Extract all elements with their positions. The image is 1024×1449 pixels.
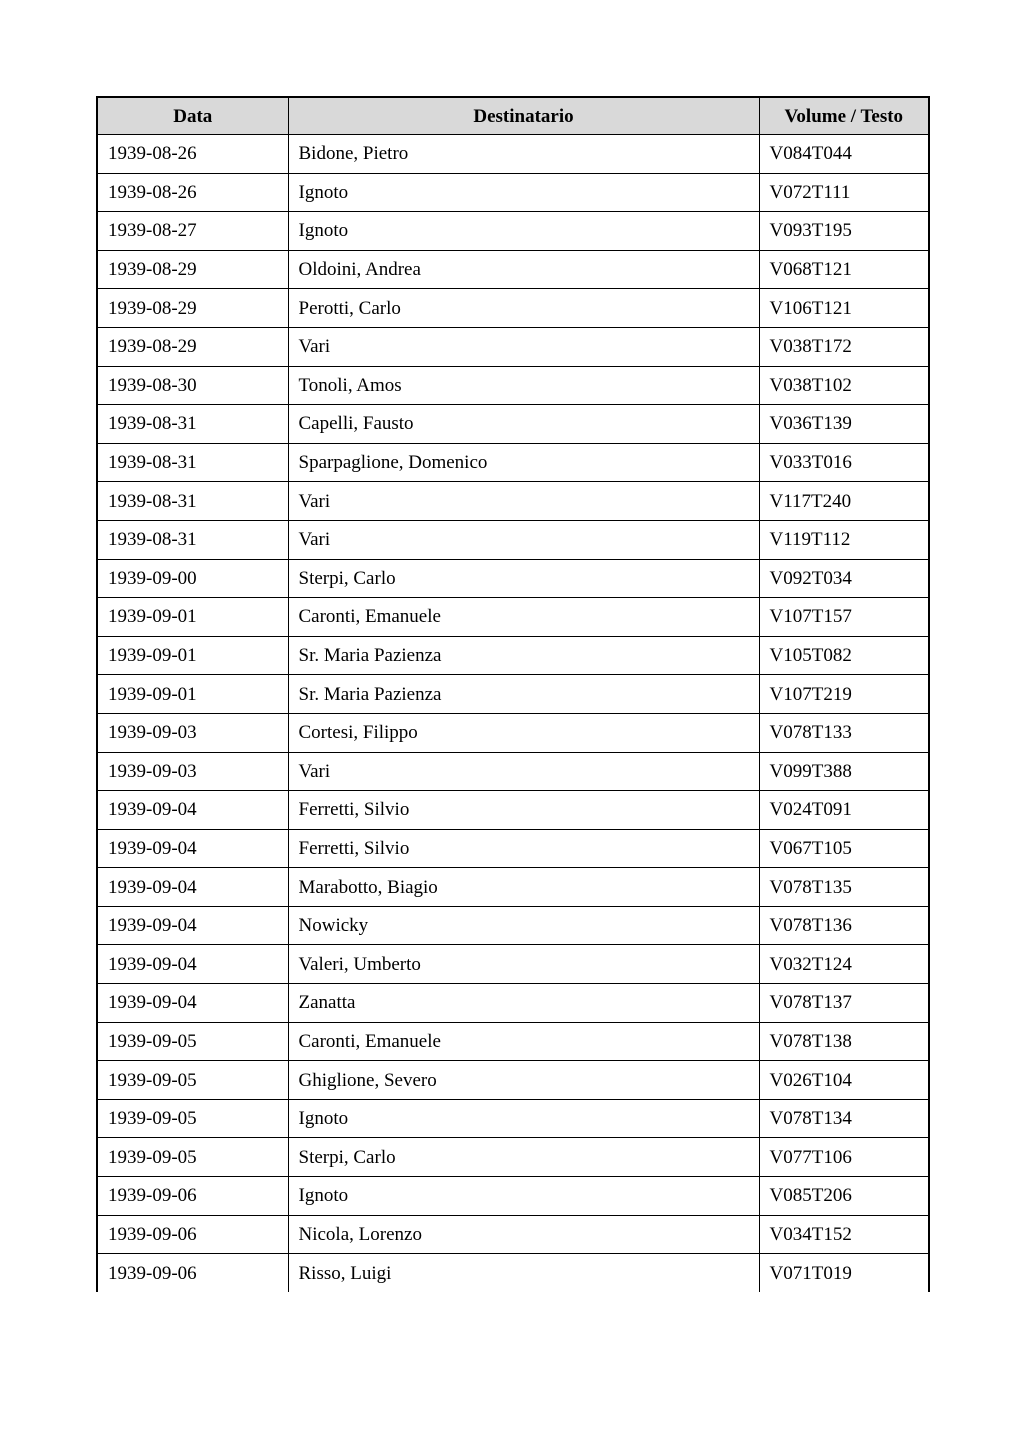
cell-destinatario: Sterpi, Carlo — [288, 559, 759, 598]
cell-destinatario: Ghiglione, Severo — [288, 1061, 759, 1100]
cell-data: 1939-09-01 — [97, 675, 288, 714]
cell-volume-testo: V078T136 — [759, 906, 929, 945]
cell-destinatario: Nowicky — [288, 906, 759, 945]
cell-data: 1939-08-29 — [97, 327, 288, 366]
cell-destinatario: Sr. Maria Pazienza — [288, 675, 759, 714]
cell-volume-testo: V107T157 — [759, 598, 929, 637]
cell-destinatario: Sr. Maria Pazienza — [288, 636, 759, 675]
cell-destinatario: Vari — [288, 327, 759, 366]
cell-volume-testo: V105T082 — [759, 636, 929, 675]
cell-volume-testo: V084T044 — [759, 135, 929, 174]
table-row — [97, 1138, 929, 1177]
cell-volume-testo: V092T034 — [759, 559, 929, 598]
cell-destinatario: Risso, Luigi — [288, 1254, 759, 1292]
table-row — [97, 636, 929, 675]
cell-data: 1939-09-04 — [97, 868, 288, 907]
table-row — [97, 482, 929, 521]
table-row — [97, 1177, 929, 1216]
cell-destinatario: Caronti, Emanuele — [288, 598, 759, 637]
table-row — [97, 559, 929, 598]
cell-data: 1939-08-30 — [97, 366, 288, 405]
table-row — [97, 135, 929, 174]
cell-volume-testo: V032T124 — [759, 945, 929, 984]
cell-data: 1939-09-05 — [97, 1061, 288, 1100]
cell-data: 1939-09-05 — [97, 1099, 288, 1138]
cell-destinatario: Oldoini, Andrea — [288, 250, 759, 289]
table-row — [97, 443, 929, 482]
table-row — [97, 212, 929, 251]
cell-volume-testo: V106T121 — [759, 289, 929, 328]
cell-volume-testo: V085T206 — [759, 1177, 929, 1216]
cell-volume-testo: V068T121 — [759, 250, 929, 289]
cell-volume-testo: V078T137 — [759, 984, 929, 1023]
table-row — [97, 520, 929, 559]
cell-data: 1939-09-06 — [97, 1215, 288, 1254]
letters-table — [96, 96, 930, 1292]
cell-data: 1939-09-03 — [97, 713, 288, 752]
cell-data: 1939-08-26 — [97, 173, 288, 212]
cell-volume-testo: V099T388 — [759, 752, 929, 791]
cell-destinatario: Vari — [288, 520, 759, 559]
cell-destinatario: Zanatta — [288, 984, 759, 1023]
table-row — [97, 405, 929, 444]
column-header-data: Data — [97, 97, 288, 135]
cell-destinatario: Marabotto, Biagio — [288, 868, 759, 907]
cell-destinatario: Bidone, Pietro — [288, 135, 759, 174]
cell-destinatario: Vari — [288, 752, 759, 791]
table-row — [97, 327, 929, 366]
cell-destinatario: Ignoto — [288, 1177, 759, 1216]
cell-volume-testo: V026T104 — [759, 1061, 929, 1100]
table-row — [97, 945, 929, 984]
table-row — [97, 366, 929, 405]
letters-table-body — [97, 135, 929, 1292]
cell-volume-testo: V038T172 — [759, 327, 929, 366]
cell-destinatario: Ignoto — [288, 212, 759, 251]
cell-data: 1939-09-01 — [97, 636, 288, 675]
table-row — [97, 1099, 929, 1138]
cell-destinatario: Perotti, Carlo — [288, 289, 759, 328]
table-row — [97, 713, 929, 752]
column-header-volume-testo: Volume / Testo — [759, 97, 929, 135]
cell-data: 1939-08-29 — [97, 250, 288, 289]
cell-destinatario: Vari — [288, 482, 759, 521]
cell-volume-testo: V033T016 — [759, 443, 929, 482]
table-row — [97, 1061, 929, 1100]
cell-volume-testo: V036T139 — [759, 405, 929, 444]
cell-volume-testo: V093T195 — [759, 212, 929, 251]
table-row — [97, 675, 929, 714]
cell-volume-testo: V078T133 — [759, 713, 929, 752]
table-row — [97, 791, 929, 830]
cell-volume-testo: V067T105 — [759, 829, 929, 868]
cell-volume-testo: V071T019 — [759, 1254, 929, 1292]
cell-destinatario: Cortesi, Filippo — [288, 713, 759, 752]
table-row — [97, 752, 929, 791]
cell-data: 1939-09-05 — [97, 1022, 288, 1061]
cell-volume-testo: V038T102 — [759, 366, 929, 405]
cell-destinatario: Tonoli, Amos — [288, 366, 759, 405]
cell-destinatario: Ferretti, Silvio — [288, 791, 759, 830]
table-header — [97, 97, 929, 135]
cell-volume-testo: V072T111 — [759, 173, 929, 212]
cell-data: 1939-08-31 — [97, 443, 288, 482]
cell-destinatario: Ignoto — [288, 1099, 759, 1138]
cell-data: 1939-09-03 — [97, 752, 288, 791]
cell-data: 1939-08-26 — [97, 135, 288, 174]
cell-volume-testo: V078T135 — [759, 868, 929, 907]
cell-data: 1939-08-29 — [97, 289, 288, 328]
table-row — [97, 1022, 929, 1061]
cell-volume-testo: V077T106 — [759, 1138, 929, 1177]
cell-data: 1939-09-04 — [97, 906, 288, 945]
cell-volume-testo: V034T152 — [759, 1215, 929, 1254]
table-row — [97, 868, 929, 907]
cell-destinatario: Valeri, Umberto — [288, 945, 759, 984]
cell-destinatario: Caronti, Emanuele — [288, 1022, 759, 1061]
cell-data: 1939-09-06 — [97, 1254, 288, 1292]
cell-data: 1939-08-31 — [97, 405, 288, 444]
cell-destinatario: Ferretti, Silvio — [288, 829, 759, 868]
column-header-destinatario: Destinatario — [288, 97, 759, 135]
cell-destinatario: Nicola, Lorenzo — [288, 1215, 759, 1254]
cell-destinatario: Sterpi, Carlo — [288, 1138, 759, 1177]
cell-data: 1939-08-31 — [97, 482, 288, 521]
table-row — [97, 906, 929, 945]
table-row — [97, 250, 929, 289]
cell-volume-testo: V078T134 — [759, 1099, 929, 1138]
cell-data: 1939-09-00 — [97, 559, 288, 598]
cell-destinatario: Capelli, Fausto — [288, 405, 759, 444]
table-row — [97, 173, 929, 212]
cell-data: 1939-09-04 — [97, 984, 288, 1023]
table-row — [97, 598, 929, 637]
cell-volume-testo: V119T112 — [759, 520, 929, 559]
cell-data: 1939-09-01 — [97, 598, 288, 637]
cell-data: 1939-08-31 — [97, 520, 288, 559]
cell-volume-testo: V024T091 — [759, 791, 929, 830]
cell-volume-testo: V107T219 — [759, 675, 929, 714]
cell-data: 1939-09-04 — [97, 791, 288, 830]
cell-data: 1939-09-04 — [97, 945, 288, 984]
table-row — [97, 1215, 929, 1254]
cell-volume-testo: V117T240 — [759, 482, 929, 521]
cell-data: 1939-09-04 — [97, 829, 288, 868]
table-row — [97, 1254, 929, 1292]
table-row — [97, 829, 929, 868]
header-row — [97, 97, 929, 135]
table-row — [97, 984, 929, 1023]
cell-data: 1939-08-27 — [97, 212, 288, 251]
cell-data: 1939-09-05 — [97, 1138, 288, 1177]
cell-destinatario: Sparpaglione, Domenico — [288, 443, 759, 482]
cell-data: 1939-09-06 — [97, 1177, 288, 1216]
cell-destinatario: Ignoto — [288, 173, 759, 212]
table-row — [97, 289, 929, 328]
cell-volume-testo: V078T138 — [759, 1022, 929, 1061]
